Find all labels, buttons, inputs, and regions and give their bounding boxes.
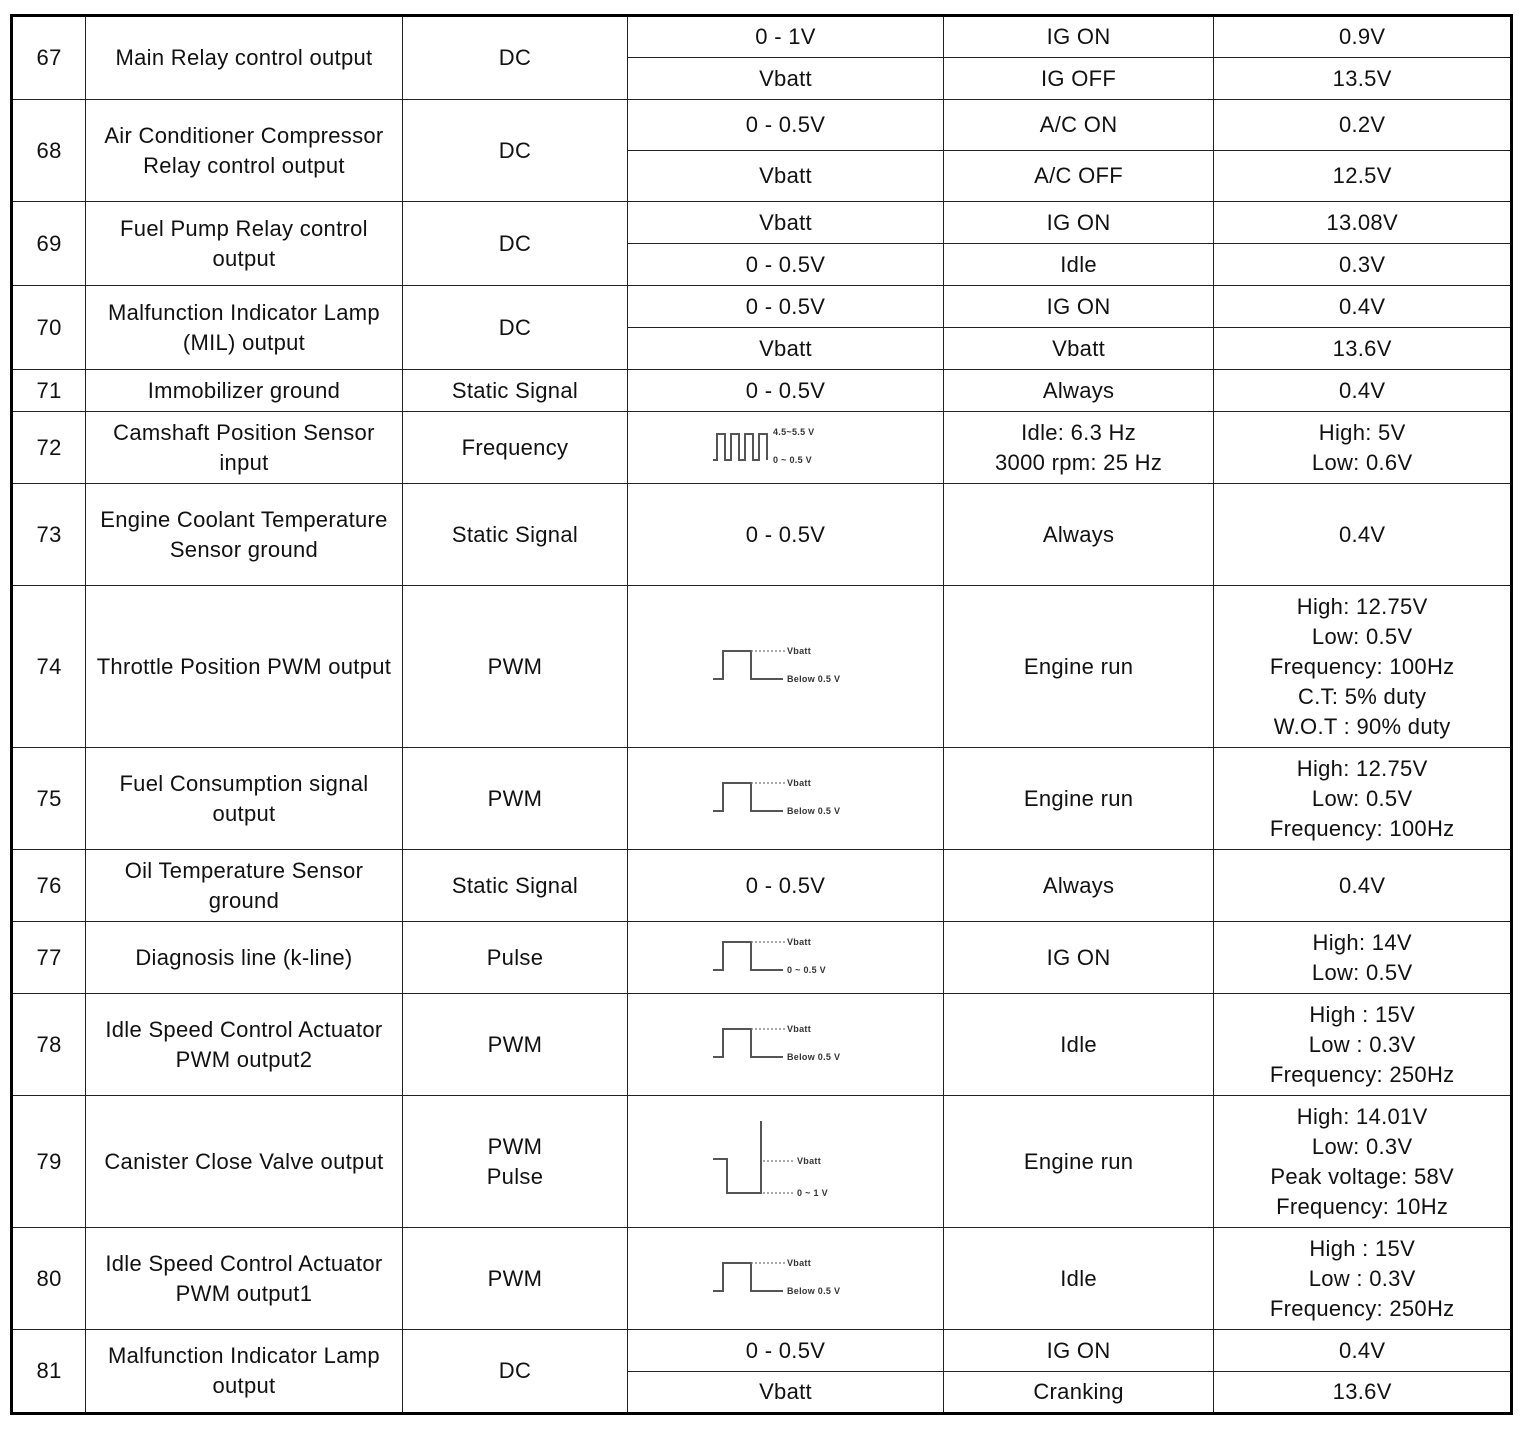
condition-cell: Always (943, 850, 1214, 922)
condition-cell: Idle (943, 994, 1214, 1096)
level-cell: 0 - 0.5V (628, 370, 944, 412)
pin-number-cell: 76 (12, 850, 86, 922)
waveform-graphic (711, 775, 861, 823)
table-row (12, 100, 1512, 151)
description-cell: Diagnosis line (k-line) (86, 922, 403, 994)
level-cell: Vbatt (628, 202, 944, 244)
signal-type-cell: PWM (402, 994, 627, 1096)
waveform-top-label: Vbatt (786, 1257, 811, 1268)
value-cell: 0.4V (1214, 1330, 1512, 1372)
table-row (12, 286, 1512, 328)
value-cell: 0.3V (1214, 244, 1512, 286)
value-line: W.O.T : 90% duty (1273, 713, 1451, 739)
waveform-graphic (711, 1255, 861, 1303)
waveform-trace (713, 942, 783, 970)
description-cell: Engine Coolant Temperature Sensor ground (86, 484, 403, 586)
level-cell: 0 - 1V (628, 16, 944, 58)
waveform-bottom-label: Below 0.5 V (786, 1051, 840, 1062)
value-line: Low: 0.6V (1311, 449, 1413, 475)
pin-number-cell: 81 (12, 1330, 86, 1414)
table-row (12, 1096, 1512, 1228)
signal-type-cell: DC (402, 100, 627, 202)
condition-cell: Always (943, 484, 1214, 586)
waveform-trace (713, 434, 767, 460)
value-line: High: 5V (1318, 419, 1406, 445)
waveform-trace (713, 1029, 783, 1057)
waveform-trace (713, 651, 783, 679)
value-line: Low: 0.5V (1311, 785, 1413, 811)
table-row (12, 994, 1512, 1096)
level-cell: Vbatt (628, 58, 944, 100)
description-cell: Oil Temperature Sensor ground (86, 850, 403, 922)
waveform-graphic (711, 1117, 861, 1207)
value-cell (1214, 994, 1512, 1096)
condition-cell: Cranking (943, 1372, 1214, 1414)
waveform-bottom-label: Below 0.5 V (786, 1285, 840, 1296)
signal-type-cell: Static Signal (402, 850, 627, 922)
pin-number-cell: 78 (12, 994, 86, 1096)
table-row (12, 850, 1512, 922)
waveform-bottom-label: Below 0.5 V (786, 805, 840, 816)
description-cell: Camshaft Position Sensor input (86, 412, 403, 484)
signal-type-line: PWM (487, 1133, 543, 1159)
description-cell: Main Relay control output (86, 16, 403, 100)
table-row (12, 16, 1512, 58)
pin-number-cell: 71 (12, 370, 86, 412)
value-cell (1214, 922, 1512, 994)
value-cell: 0.4V (1214, 370, 1512, 412)
condition-cell: Engine run (943, 748, 1214, 850)
value-line: Frequency: 100Hz (1269, 653, 1455, 679)
value-cell: 0.4V (1214, 286, 1512, 328)
table-row (12, 484, 1512, 586)
value-line: Low : 0.3V (1308, 1265, 1416, 1291)
waveform-top-label: 4.5~5.5 V (772, 426, 814, 437)
waveform-bottom-label: 0 ~ 1 V (796, 1187, 828, 1198)
signal-type-cell (402, 1096, 627, 1228)
signal-type-line: Pulse (486, 1163, 544, 1189)
value-line: High: 12.75V (1296, 755, 1428, 781)
signal-type-cell: Pulse (402, 922, 627, 994)
table-row (12, 370, 1512, 412)
condition-cell: Idle (943, 1228, 1214, 1330)
description-cell: Malfunction Indicator Lamp (MIL) output (86, 286, 403, 370)
description-cell: Canister Close Valve output (86, 1096, 403, 1228)
description-cell: Immobilizer ground (86, 370, 403, 412)
waveform-top-label: Vbatt (786, 777, 811, 788)
level-cell: Vbatt (628, 328, 944, 370)
signal-type-cell: PWM (402, 586, 627, 748)
value-line: Low : 0.3V (1308, 1031, 1416, 1057)
waveform-graphic (711, 643, 861, 691)
value-cell: 13.6V (1214, 1372, 1512, 1414)
description-cell: Fuel Pump Relay control output (86, 202, 403, 286)
value-line: Frequency: 250Hz (1269, 1061, 1455, 1087)
value-line: High: 14V (1312, 929, 1412, 955)
pin-number-cell: 72 (12, 412, 86, 484)
waveform-graphic (711, 424, 861, 472)
waveform-top-label: Vbatt (786, 645, 811, 656)
waveform-cell (628, 586, 944, 748)
table-row (12, 412, 1512, 484)
pin-number-cell: 79 (12, 1096, 86, 1228)
condition-cell (943, 412, 1214, 484)
condition-cell: IG ON (943, 922, 1214, 994)
pin-number-cell: 75 (12, 748, 86, 850)
value-cell: 13.08V (1214, 202, 1512, 244)
signal-type-cell: Frequency (402, 412, 627, 484)
waveform-bottom-label: Below 0.5 V (786, 673, 840, 684)
value-line: High : 15V (1309, 1001, 1416, 1027)
signal-type-cell: DC (402, 1330, 627, 1414)
condition-cell: IG ON (943, 286, 1214, 328)
value-line: Peak voltage: 58V (1270, 1163, 1455, 1189)
description-cell: Fuel Consumption signal output (86, 748, 403, 850)
waveform-cell (628, 748, 944, 850)
waveform-top-label: Vbatt (786, 936, 811, 947)
value-line: Frequency: 100Hz (1269, 815, 1455, 841)
value-cell (1214, 748, 1512, 850)
description-cell: Idle Speed Control Actuator PWM output2 (86, 994, 403, 1096)
value-line: C.T: 5% duty (1298, 683, 1427, 709)
condition-line: Idle: 6.3 Hz (1021, 419, 1137, 445)
condition-cell: A/C OFF (943, 151, 1214, 202)
value-cell (1214, 1228, 1512, 1330)
pin-number-cell: 80 (12, 1228, 86, 1330)
value-cell: 0.9V (1214, 16, 1512, 58)
condition-cell: IG ON (943, 202, 1214, 244)
value-cell: 0.4V (1214, 850, 1512, 922)
value-cell: 0.2V (1214, 100, 1512, 151)
waveform-top-label: Vbatt (796, 1155, 821, 1166)
condition-line: 3000 rpm: 25 Hz (995, 449, 1163, 475)
level-cell: Vbatt (628, 1372, 944, 1414)
pin-number-cell: 69 (12, 202, 86, 286)
waveform-cell (628, 1228, 944, 1330)
value-line: Frequency: 250Hz (1269, 1295, 1455, 1321)
signal-type-cell: Static Signal (402, 484, 627, 586)
condition-cell: A/C ON (943, 100, 1214, 151)
value-cell (1214, 412, 1512, 484)
signal-type-cell: DC (402, 202, 627, 286)
value-cell: 13.6V (1214, 328, 1512, 370)
table-row (12, 586, 1512, 748)
level-cell: 0 - 0.5V (628, 850, 944, 922)
value-line: High : 15V (1309, 1235, 1416, 1261)
condition-cell: Idle (943, 244, 1214, 286)
pin-number-cell: 68 (12, 100, 86, 202)
signal-type-cell: DC (402, 286, 627, 370)
connector-pin-table (10, 14, 1513, 1415)
waveform-cell (628, 922, 944, 994)
value-cell (1214, 586, 1512, 748)
waveform-bottom-label: 0 ~ 0.5 V (772, 454, 812, 465)
level-cell: 0 - 0.5V (628, 286, 944, 328)
value-cell (1214, 1096, 1512, 1228)
table-row (12, 748, 1512, 850)
waveform-cell (628, 994, 944, 1096)
level-cell: 0 - 0.5V (628, 484, 944, 586)
description-cell: Idle Speed Control Actuator PWM output1 (86, 1228, 403, 1330)
condition-cell: Always (943, 370, 1214, 412)
level-cell: 0 - 0.5V (628, 244, 944, 286)
waveform-cell (628, 1096, 944, 1228)
condition-cell: Engine run (943, 1096, 1214, 1228)
waveform-graphic (711, 934, 861, 982)
waveform-top-label: Vbatt (786, 1023, 811, 1034)
value-cell: 13.5V (1214, 58, 1512, 100)
condition-cell: Vbatt (943, 328, 1214, 370)
value-cell: 12.5V (1214, 151, 1512, 202)
value-line: Frequency: 10Hz (1276, 1193, 1449, 1219)
waveform-trace (713, 1121, 761, 1193)
value-line: Low: 0.5V (1311, 959, 1413, 985)
signal-type-cell: PWM (402, 748, 627, 850)
signal-type-cell: DC (402, 16, 627, 100)
condition-cell: IG ON (943, 1330, 1214, 1372)
value-line: Low: 0.5V (1311, 623, 1413, 649)
table-row (12, 1228, 1512, 1330)
waveform-graphic (711, 1021, 861, 1069)
value-cell: 0.4V (1214, 484, 1512, 586)
waveform-trace (713, 783, 783, 811)
value-line: Low: 0.3V (1311, 1133, 1413, 1159)
value-line: High: 12.75V (1296, 593, 1428, 619)
level-cell: 0 - 0.5V (628, 100, 944, 151)
level-cell: 0 - 0.5V (628, 1330, 944, 1372)
table-row (12, 922, 1512, 994)
level-cell: Vbatt (628, 151, 944, 202)
condition-cell: IG OFF (943, 58, 1214, 100)
description-cell: Air Conditioner Compressor Relay control output (86, 100, 403, 202)
pin-number-cell: 74 (12, 586, 86, 748)
pin-number-cell: 70 (12, 286, 86, 370)
table-row (12, 1330, 1512, 1372)
waveform-trace (713, 1263, 783, 1291)
waveform-cell (628, 412, 944, 484)
condition-cell: Engine run (943, 586, 1214, 748)
description-cell: Throttle Position PWM output (86, 586, 403, 748)
pin-number-cell: 73 (12, 484, 86, 586)
signal-type-cell: Static Signal (402, 370, 627, 412)
waveform-bottom-label: 0 ~ 0.5 V (786, 964, 826, 975)
signal-type-cell: PWM (402, 1228, 627, 1330)
table-row (12, 202, 1512, 244)
pin-number-cell: 77 (12, 922, 86, 994)
condition-cell: IG ON (943, 16, 1214, 58)
value-line: High: 14.01V (1296, 1103, 1428, 1129)
description-cell: Malfunction Indicator Lamp output (86, 1330, 403, 1414)
pin-number-cell: 67 (12, 16, 86, 100)
